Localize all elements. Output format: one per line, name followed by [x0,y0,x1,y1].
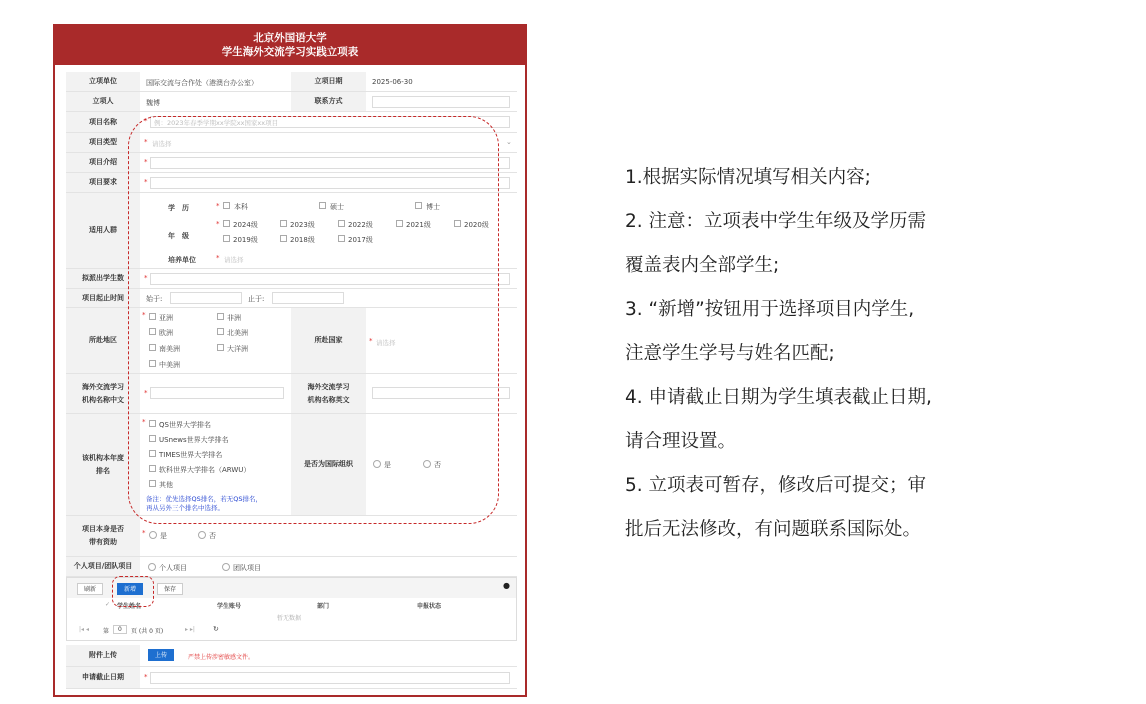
col-status: 申报状态 [417,603,442,610]
col-department: 部门 [317,603,330,610]
grade-2021: 2021级 [406,221,431,229]
radio-funded-yes[interactable] [149,531,157,539]
radio-personal[interactable] [148,563,156,571]
row-req: 项目要求 * [66,173,517,193]
note-line: 3. “新增”按钮用于选择项目内学生, [625,299,915,320]
contact-input[interactable] [372,96,510,108]
req-label: 项目要求 [66,173,140,192]
inst-en-label-1: 海外交流学习 [307,382,350,391]
person-value: 魏博 [146,99,160,107]
grade-label: 年 级 [168,232,189,240]
inst-cn-label-1: 海外交流学习 [82,382,124,391]
deadline-input[interactable] [150,672,510,684]
row-type: 项目类型 * 请选择 ⌄ [66,133,517,153]
rank-other: 其他 [159,481,173,489]
edu-option-master: 硕士 [330,203,344,211]
rank-arwu: 软科世界大学排名（ARWU） [159,466,251,474]
grade-2024: 2024级 [233,221,258,229]
deadline-label: 申请截止日期 [66,667,140,688]
grade-2017: 2017级 [348,236,373,244]
contact-label: 联系方式 [291,92,366,111]
country-label: 所赴国家 [291,308,366,373]
select-all-check-icon[interactable]: ✓ [105,601,111,608]
period-label: 项目起止时间 [66,289,140,307]
rank-label-1: 该机构本年度 [82,453,124,462]
row-person [66,92,517,112]
school-label: 培养单位 [168,256,196,264]
upload-warning: 严禁上传涉密敏感文件。 [188,654,255,661]
row-deadline: 申请截止日期 * [66,667,517,689]
funded-yes-label: 是 [160,532,167,540]
upload-button[interactable]: 上传 [148,649,174,661]
attach-label: 附件上传 [66,645,140,666]
edu-option-bachelor: 本科 [234,203,248,211]
empty-state: 暂无数据 [277,615,302,622]
pager-last-icon[interactable]: ▸ ▸| [185,626,195,633]
funded-label-2: 带有资助 [89,538,117,546]
rank-note-2: 再从另外三个排名中选择。 [146,504,224,512]
note-line: 注意学生学号与姓名匹配; [625,343,835,364]
end-label: 止于: [248,295,265,303]
grade-2023: 2023级 [290,221,315,229]
type-select[interactable]: 请选择 [152,140,172,148]
rank-note-1: 备注：优先选择QS排名，若无QS排名， [146,495,262,503]
note-line: 2. 注意：立项表中学生年级及学历需 [625,211,927,232]
row-intro: 项目介绍 * [66,153,517,173]
date-label: 立项日期 [291,72,366,91]
school-select[interactable]: 请选择 [224,256,244,264]
funded-label-1: 项目本身是否 [82,525,124,533]
mode-team-label: 团队项目 [233,564,261,572]
row-ranking: 该机构本年度 排名 * QS世界大学排名 USnews世界大学排名 TIMES世界大学排名 软科世界大学排名（ARWU） 其他 备注：优先选择QS排名，若无QS排名， 再从另外三个排名中选择。 是否为国际组织 是 否 [66,414,517,516]
row-attach [66,645,517,667]
count-label: 拟派出学生数 [66,269,140,288]
note-line: 5. 立项表可暂存，修改后可提交；审 [625,475,927,496]
row-funded: 项目本身是否 带有资助 * 是 否 [66,516,517,557]
col-student-account: 学生账号 [217,603,242,610]
intro-label: 项目介绍 [66,153,140,172]
region-asia: 亚洲 [159,314,173,322]
radio-team[interactable] [222,563,230,571]
row-count: 拟派出学生数 * [66,269,517,289]
add-button[interactable]: 新增 [117,583,143,595]
rank-label-2: 排名 [96,466,110,475]
pager-prefix: 第 [103,628,110,635]
note-line: 4. 申请截止日期为学生填表截止日期, [625,387,932,408]
note-line: 请合理设置。 [625,431,737,452]
region-africa: 非洲 [227,314,241,322]
save-button[interactable]: 保存 [157,583,183,595]
grade-2020: 2020级 [464,221,489,229]
university-name: 北京外国语大学 [253,32,327,44]
edu-label: 学 历 [168,204,189,212]
collapse-icon[interactable]: ● [503,581,510,590]
mode-label: 个人项目/团队项目 [66,557,140,576]
start-label: 始于: [146,295,163,303]
form-title: 学生海外交流学习实践立项表 [221,46,359,58]
grade-2022: 2022级 [348,221,373,229]
rank-times: TIMES世界大学排名 [159,451,223,459]
edu-option-doctor: 博士 [426,203,440,211]
refresh-button[interactable]: 刷新 [77,583,103,595]
reload-icon[interactable]: ↻ [213,625,219,633]
rank-usnews: USnews世界大学排名 [159,436,229,444]
date-value: 2025-06-30 [372,78,413,86]
intl-no-label: 否 [434,461,441,469]
chevron-down-icon[interactable]: ⌄ [506,138,512,146]
name-placeholder: 例：2023年春季学期xx学院xx国家xx项目 [154,119,279,127]
radio-funded-no[interactable] [198,531,206,539]
row-scope: 适用人群 学 历 * 本科 硕士 博士 年 级 * 2024级 2023级 2022级 2021级 2020级 2019级 2018级 2017级 培养单位 * 请选择 [66,193,517,269]
inst-cn-label-2: 机构名称中文 [82,395,124,404]
highlight-fields-outline [128,116,499,524]
name-label: 项目名称 [66,112,140,132]
grade-2019: 2019级 [233,236,258,244]
pager-suffix: 页 (共 0 页) [131,628,164,635]
row-unit [66,72,517,92]
region-central-america: 中美洲 [159,361,180,369]
region-oceania: 大洋洲 [227,345,248,353]
note-line: 批后无法修改，有问题联系国际处。 [625,519,922,540]
note-line: 1.根据实际情况填写相关内容; [625,167,871,188]
mode-personal-label: 个人项目 [159,564,187,572]
type-label: 项目类型 [66,133,140,152]
row-institution: 海外交流学习 机构名称中文 * 海外交流学习 机构名称英文 [66,374,517,414]
instruction-notes [625,156,932,552]
rank-qs: QS世界大学排名 [159,421,211,429]
region-south-america: 南美洲 [159,345,180,353]
col-student-name: 学生姓名 [117,603,142,610]
note-line: 覆盖表内全部学生; [625,255,780,276]
unit-label: 立项单位 [66,72,140,91]
pager-first-icon[interactable]: |◂ ◂ [79,626,89,633]
region-europe: 欧洲 [159,329,173,337]
funded-label [66,516,140,556]
region-north-america: 北美洲 [227,329,248,337]
country-select[interactable]: 请选择 [376,339,396,347]
intl-yes-label: 是 [384,461,391,469]
funded-no-label: 否 [209,532,216,540]
inst-en-label-2: 机构名称英文 [307,395,350,404]
row-region: 所赴地区 * 亚洲 非洲 欧洲 北美洲 南美洲 大洋洲 中美洲 所赴国家 * 请选择 [66,308,517,374]
unit-value: 国际交流与合作处（港澳台办公室） [146,79,258,87]
form-header [55,26,525,65]
region-label: 所赴地区 [66,308,140,373]
person-label: 立项人 [66,92,140,111]
row-mode [66,557,517,577]
highlight-add-button-outline [112,576,154,607]
grade-2018: 2018级 [290,236,315,244]
pager-page-input[interactable]: 0 [113,625,127,634]
scope-label: 适用人群 [66,193,140,268]
row-name: 项目名称 * 例：2023年春季学期xx学院xx国家xx项目 [66,112,517,133]
intl-label: 是否为国际组织 [291,414,366,515]
